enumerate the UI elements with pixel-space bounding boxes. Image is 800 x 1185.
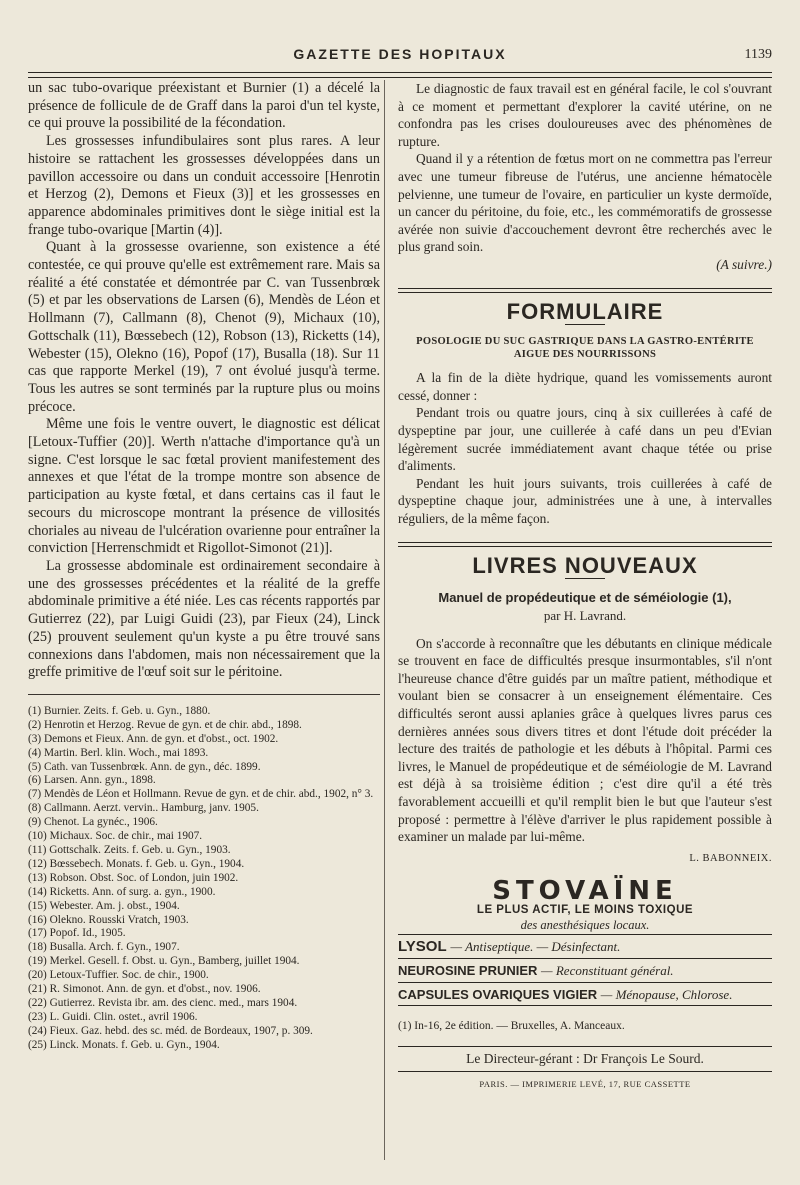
footnote: (8) Callmann. Aerzt. vervin.. Hamburg, janv. 1905. [28,802,259,815]
stovaine-ad-tagline: des anesthésiques locaux. [520,917,650,932]
footnote: (1) Burnier. Zeits. f. Geb. u. Gyn., 1880. [28,704,211,717]
section-rule [398,288,772,293]
paragraph: La grossesse abdominale est ordinairement secondaire à une des grossesses précédentes et la réalité de la greffe abdominale primitive a été niée. Les cas récents rapportés par Gutierrez (22), par Luigi Guidi (23), par Fieux (24), Linck (25) prouvent seulement qu'un kyste a pu être trouvé sans connexions dans l'abdomen, mais non nécessairement que la greffe primitive de l'œuf soit sur le péritoine. [28,557,380,681]
footnote: (25) Linck. Monats. f. Geb. u. Gyn., 1904. [28,1038,220,1051]
footnote: (19) Merkel. Gesell. f. Obst. u. Gyn., Bamberg, juillet 1904. [28,955,300,968]
footnote: (10) Michaux. Soc. de chir., mai 1907. [28,830,203,843]
book-footnote: (1) In-16, 2e édition. — Bruxelles, A. Manceaux. [398,1020,625,1033]
footnote: (12) Bœssebech. Monats. f. Geb. u. Gyn., 1904. [28,857,245,870]
ad-product-desc: — Reconstituant général. [541,962,674,978]
paragraph: Le diagnostic de faux travail est en général facile, le col s'ouvrant à ce moment et permettant d'explorer la cavité utérine, on ne confondra pas les crises douloureuses avec des phénomènes de rupture. [398,81,772,149]
paragraph: A la fin de la diète hydrique, quand les vomissements auront cessé, donner : [398,370,772,403]
paragraph: Pendant les huit jours suivants, trois cuillerées à café de dyspeptine chaque jour, administrées une à une, à intervalles réguliers, de la même façon. [398,475,772,526]
footnote-rule [28,694,380,695]
footnote: (4) Martin. Berl. klin. Woch., mai 1893. [28,746,209,759]
left-column [28,80,380,1053]
header-rule [28,72,772,78]
footnote: (21) R. Simonot. Ann. de gyn. et d'obst., nov. 1906. [28,983,261,996]
ad-line-neurosine [398,958,772,982]
footnote: (2) Henrotin et Herzog. Revue de gyn. et de chir. abd., 1898. [28,718,302,731]
footnote: (3) Demons et Fieux. Ann. de gyn. et d'obst., oct. 1902. [28,732,279,745]
paragraph: Les grossesses infundibulaires sont plus rares. A leur histoire se rattachent les grossesses développées dans un pavillon accessoire ou dans un conduit accessoire [Henrotin et Herzog (2), Demons et Fieux (3)] et les grossesses en apparence abdominales primitives dont le siège initial est la frange tubo-ovarique [Martin (4)]. [28,133,380,238]
ad-line-lysol [398,934,772,958]
footnote: (14) Ricketts. Ann. of surg. a. gyn., 1900. [28,885,216,898]
review-signature: L. BABONNEIX. [689,852,772,864]
ad-product-name: CAPSULES OVARIQUES VIGIER [398,986,598,1002]
paragraph: Pendant trois ou quatre jours, cinq à six cuillerées à café de dyspeptine par jour, une cuillerée à café dans un peu d'Evian légèrement sucrée immédiatement avant chaque tétée ou prise d'aliments. [398,405,772,474]
section-rule [398,542,772,547]
ad-product-desc: — Antiseptique. — Désinfectant. [450,939,621,955]
ad-line-capsules [398,982,772,1007]
footnote: (5) Cath. van Tussenbrœk. Ann. de gyn., déc. 1899. [28,760,261,773]
footnote: (22) Gutierrez. Revista ibr. am. des cienc. med., mars 1904. [28,996,298,1009]
paragraph: Quand il y a rétention de fœtus mort on ne commettra pas l'erreur avec une tumeur fibreuse de l'utérus, une ancienne hématocèle pelvienne, une tumeur de l'ovaire, en particulier un kyste dermoïde, un cancer du péritoine, du foie, etc., les commémoratifs de grossesse avérée non suivie d'accouchement devront être recherchés avec le plus grand soin. [398,151,772,255]
title-underline [565,324,605,325]
footnote: (24) Fieux. Gaz. hebd. des sc. méd. de Bordeaux, 1907, p. 309. [28,1024,313,1037]
ad-product-name: NEUROSINE PRUNIER [398,962,538,978]
paragraph: Même une fois le ventre ouvert, le diagnostic est délicat [Letoux-Tuffier (20)]. Werth n'attache d'importance qu'à un signe. C'est lorsque le sac fœtal provient manifestement des annexes et que l'état de la trompe montre son absence de participation au kyste fœtal, et dans certains cas il faut le secours du microscope montrant la présence de villosités choriales au niveau de l'ulcération ovarienne pour entraîner la conviction [Herrenschmidt et Rigollot-Simonot (21)]. [28,416,380,557]
footnote: (6) Larsen. Ann. gyn., 1898. [28,774,156,787]
column-divider [384,80,385,1160]
footnote: (23) L. Guidi. Clin. ostet., avril 1906. [28,1010,198,1023]
book-author: par H. Lavrand. [543,607,627,623]
formulaire-subtitle: POSOLOGIE DU SUC GASTRIQUE DANS LA GASTRO-ENTÉRITE AIGUE DES NOURRISSONS [416,336,754,361]
printer-line: PARIS. — IMPRIMERIE LEVÉ, 17, RUE CASSETTE [479,1078,691,1089]
footnote: (16) Olekno. Rousski Vratch, 1903. [28,913,189,926]
footnote: (9) Chenot. La gynéc., 1906. [28,816,158,829]
right-column [398,80,772,1093]
footnote: (18) Busalla. Arch. f. Gyn., 1907. [28,941,180,954]
ad-product-desc: — Ménopause, Chlorose. [600,986,733,1002]
livres-title: LIVRES NOUVEAUX [472,552,698,578]
formulaire-title: FORMULAIRE [506,298,664,324]
page-number: 1139 [744,47,772,62]
title-underline [565,578,605,579]
director-line: Le Directeur-gérant : Dr François Le Sourd. [398,1046,772,1072]
footnote: (11) Gottschalk. Zeits. f. Geb. u. Gyn., 1903. [28,843,231,856]
footnotes [28,705,380,1053]
footnote: (13) Robson. Obst. Soc. of London, juin 1902. [28,871,239,884]
footnote: (7) Mendès de Léon et Hollmann. Revue de gyn. et de chir. abd., 1902, n° 3. [28,788,374,801]
page-header [28,42,772,68]
to-be-continued: (A suivre.) [716,256,772,272]
book-title: Manuel de propédeutique et de séméiologie (1), [438,590,732,606]
paragraph: On s'accorde à reconnaître que les débutants en clinique médicale se trouvent en face de difficultés presque insurmontables, s'il n'ont l'heureuse chance d'être guidés par un maître patient, méthodique et voulant bien se consacrer à un enseignement élémentaire. Ces difficultés seront aussi aplanies grâce à quelques livres parus ces dernières années sous divers titres et dont l'étude doit précéder la lecture des traités de pathologie et les débuts à l'hôpital. Parmi ces livres, le Manuel de propédeutique et de séméiologie de M. Lavrand est déjà à sa troisième édition ; c'est dire qu'il a été très favorablement accueilli et qu'il remplit bien le but que l'auteur s'est proposé : permettre à l'élève d'arriver le plus rapidement possible à examiner un malade par lui-même. [398,635,772,845]
paragraph: Quant à la grossesse ovarienne, son existence a été contestée, ce qui prouve qu'elle est extrêmement rare. Mais sa réalité a été constatée et démontrée par C. van Tussenbrœk (5) et par les observations de Larsen (6), Mendès de Léon et Hollmann (7), Callmann (8), Chenot (9), Michaux (10), Gottschalk (11), Bœssebech (12), Robson (13), Ricketts (14), Webester (15), Olekno (16), Popof (17), Busalla (18). Sur 11 cas que rapporte Merkel (19), 7 ont évolué jusqu'à terme. Tous les autres se sont terminés par la rupture plus ou moins précoce. [28,239,380,415]
stovaine-ad-subtitle: LE PLUS ACTIF, LE MOINS TOXIQUE [476,903,694,916]
footnote: (15) Webester. Am. j. obst., 1904. [28,899,180,912]
paragraph: un sac tubo-ovarique préexistant et Burnier (1) a décelé la présence de follicule de de Graff dans la paroi d'un tel kyste, ce qui prouve la possibilité de la fécondation. [28,80,380,132]
running-title: GAZETTE DES HOPITAUX [293,46,507,62]
footnote: (17) Popof. Id., 1905. [28,927,126,940]
ad-product-name: LYSOL [398,938,447,956]
stovaine-ad-title: STOVAÏNE [492,875,678,906]
footnote: (20) Letoux-Tuffier. Soc. de chir., 1900. [28,969,209,982]
